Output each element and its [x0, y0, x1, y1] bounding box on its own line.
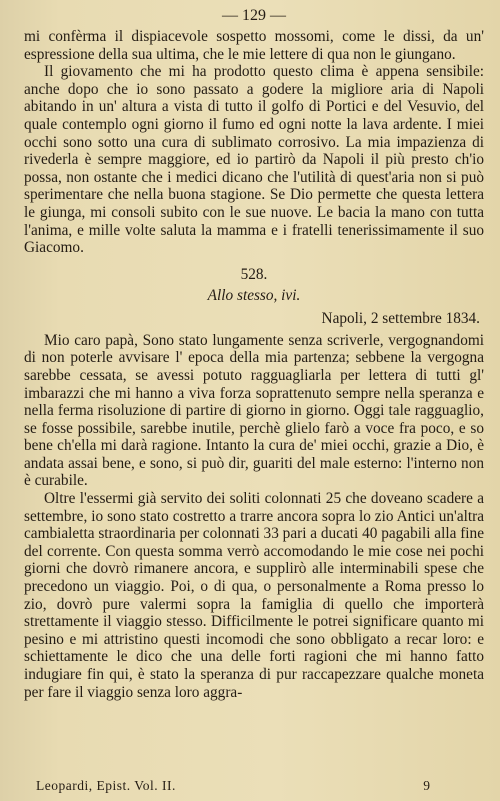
letter-heading: Allo stesso, ivi.: [207, 286, 301, 304]
paragraph-continuation: mi confèrma il dispiacevole sospetto mossomi, come le dissi, da un' espressione della sua ultima, che le mie lettere di qua non le giungano.: [24, 28, 484, 63]
footer-signature: Leopardi, Epist. Vol. II.: [36, 778, 176, 793]
page-footer: [36, 778, 430, 794]
letter-number: 528.: [240, 265, 268, 283]
paragraph-climate: Il giovamento che mi ha prodotto questo clima è appena sensibile: anche dopo che io sono passato a godere la migliore aria di Napoli abitando in un' altura a vista di tutto il golfo di Portici e del Vesuvio, del quale contemplo ogni giorno il fumo ed ogni notte la lava ardente. I miei occhi sono sotto una cura di sublimato corrosivo. La mia impazienza di rivederla è sempre maggiore, ed io partirò da Napoli il più presto ch'io possa, non ostante che i medici dicano che l'utilità di quest'aria non si può sperimentare che nella buona stagione. Se Dio permette che questa lettera le giunga, mi consoli subito con le sue nuove. Le bacia la mano con tutta l'anima, e mille volte saluta la mamma e i fratelli tenerissimamente il suo Giacomo.: [24, 63, 484, 257]
footer-sheet-number: 9: [423, 778, 430, 793]
page-number: — 129 —: [222, 7, 286, 24]
paragraph-letter-money: Oltre l'essermi già servito dei soliti colonnati 25 che doveano scadere a settembre, io sono stato costretto a trarre ancora sopra lo zio Antici un'altra cambialetta straordinaria per colonnati 33 pari a ducati 40 pagabili alla fine del corrente. Con questa somma verrò accomodando le mie cose nei pochi giorni che dovrò rimanere ancora, e supplirò alle interminabili spese che precedono un viaggio. Poi, o di qua, o personalmente a Roma presso lo zio, dovrò pure valermi sopra la famiglia di quello che importerà strettamente il viaggio stesso. Difficilmente le potrei significare quanto mi pesino e mi attristino questi incomodi che sono obbligato a recar loro: e schiettamente le dico che una delle forti ragioni che mi hanno fatto indugiare fin qui, è stato la speranza di pur raccapezzare qualche moneta per fare il viaggio senza loro aggra-: [24, 490, 484, 701]
paragraph-letter-opening: Mio caro papà, Sono stato lungamente senza scriverle, vergognandomi di non poterle avvisare l' epoca della mia partenza; sebbene la vergogna sarebbe cessata, se avessi potuto ragguagliarla per lettera di tutti gl' imbarazzi che mi hanno a viva forza soprattenuto sempre nella speranza e nella ferma risoluzione di partire di giorno in giorno. Oggi tale ragguaglio, se fosse possibile, sarebbe inutile, perchè glielo farò a voce fra poco, e so bene ch'ella mi darà ragione. Intanto la cura de' miei occhi, grazie a Dio, è andata assai bene, e sono, si può dir, guariti del male esterno: l'interno non è curabile.: [24, 331, 484, 490]
letter-place-date: Napoli, 2 settembre 1834.: [321, 309, 480, 327]
